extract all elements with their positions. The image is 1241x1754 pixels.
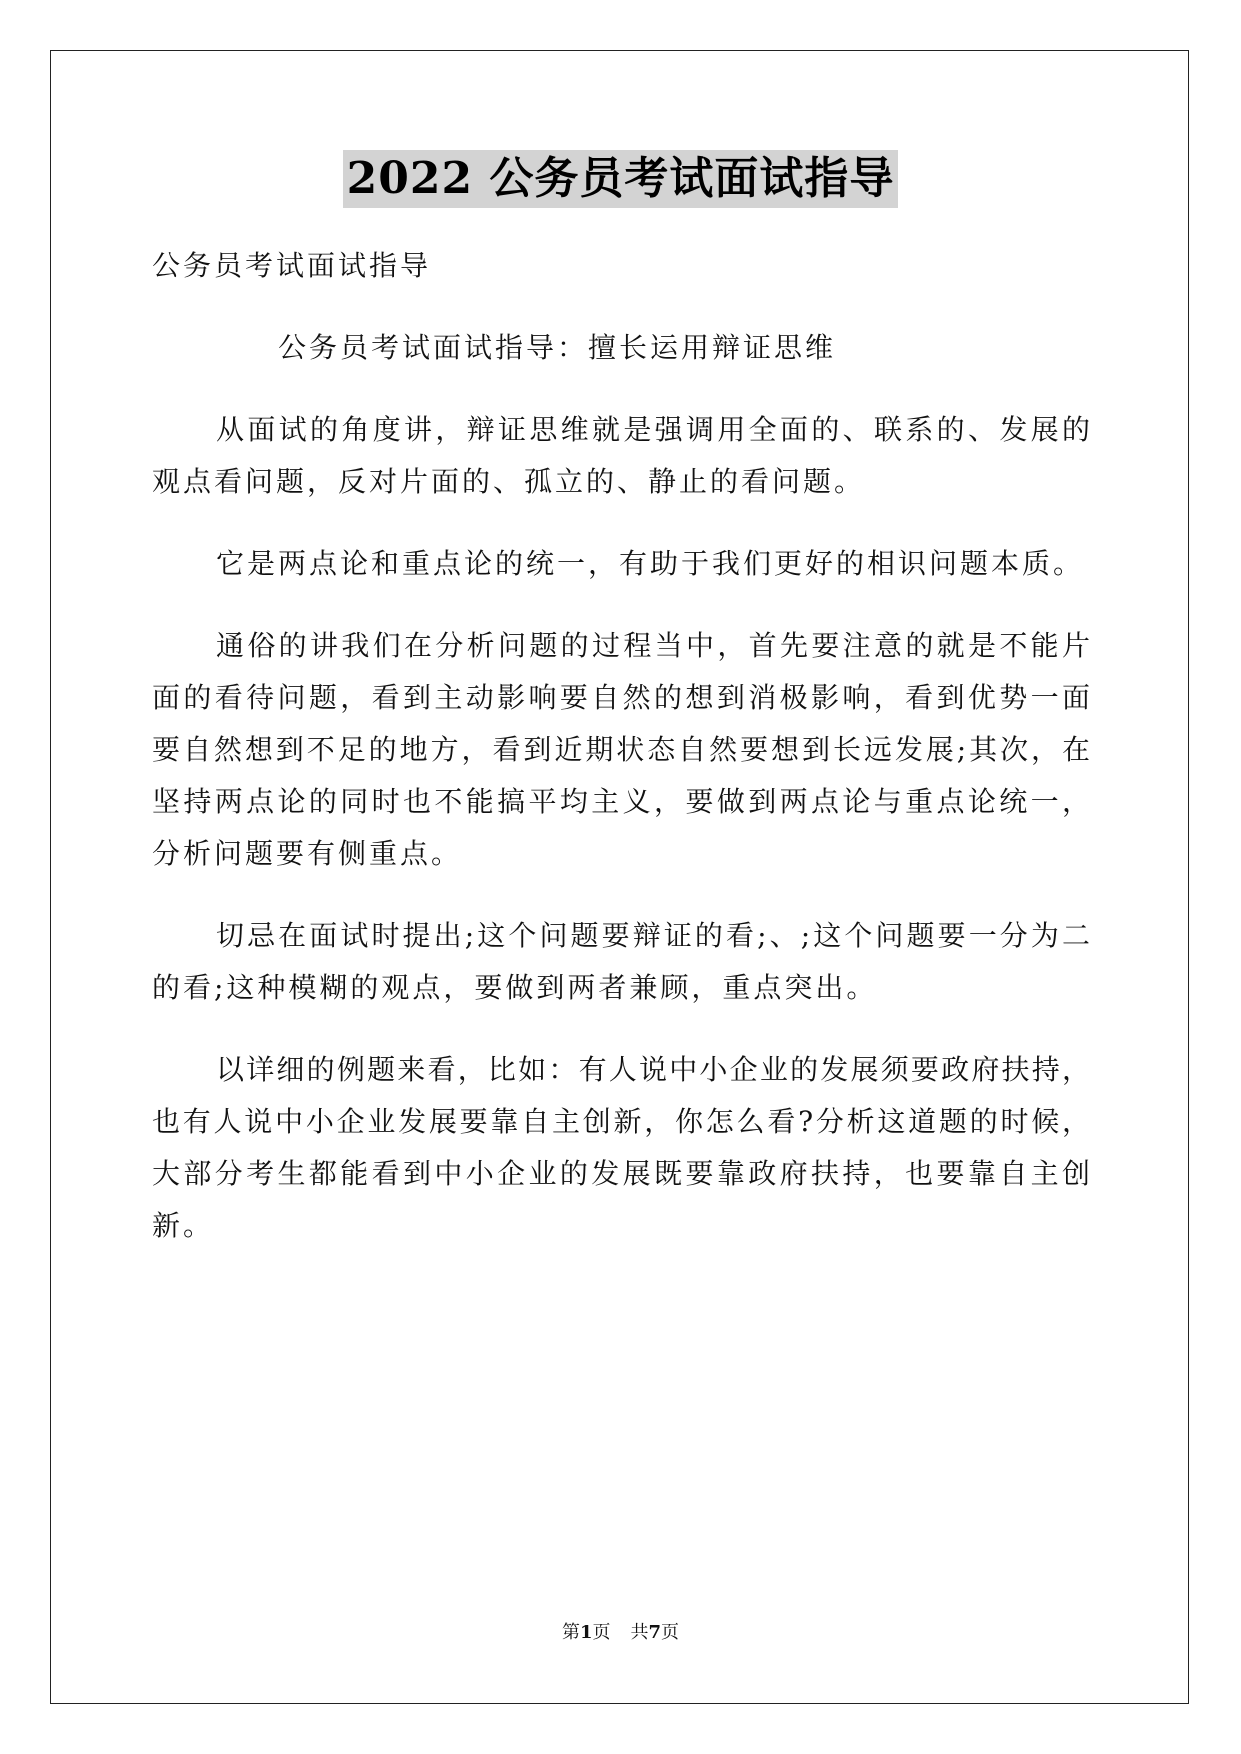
paragraph [152,620,1090,880]
paragraph-line: 切忌在面试时提出;这个问题要辩证的看;、;这个问题要一分为二 [216,919,1090,952]
paragraph-line: 也有人说中小企业发展要靠自主创新，你怎么看?分析这道题的时候， [152,1105,1090,1138]
paragraph-line: 通俗的讲我们在分析问题的过程当中，首先要注意的就是不能片 [216,629,1090,662]
document-title: 2022 公务员考试面试指导 [343,150,899,208]
page-footer [0,1621,1241,1645]
page-prefix: 第 [561,1622,580,1643]
section-heading: 公务员考试面试指导：擅长运用辩证思维 [278,331,837,364]
paragraph-line: 的看;这种模糊的观点，要做到两者兼顾，重点突出。 [152,971,878,1004]
paragraph-line: 分析问题要有侧重点。 [152,837,463,870]
paragraph-line: 观点看问题，反对片面的、孤立的、静止的看问题。 [152,465,866,498]
document-subtitle: 公务员考试面试指导 [152,249,432,282]
paragraph [152,910,1090,1014]
title-container [0,150,1241,208]
paragraph-line: 以详细的例题来看，比如：有人说中小企业的发展须要政府扶持， [216,1053,1090,1086]
paragraph-line: 面的看待问题，看到主动影响要自然的想到消极影响，看到优势一面 [152,681,1090,714]
paragraph-line: 它是两点论和重点论的统一，有助于我们更好的相识问题本质。 [216,547,1085,580]
paragraph-line: 从面试的角度讲，辩证思维就是强调用全面的、联系的、发展的 [216,413,1090,446]
paragraph [152,1044,1090,1252]
total-prefix: 共 [630,1622,649,1643]
paragraph-line: 坚持两点论的同时也不能搞平均主义，要做到两点论与重点论统一， [152,785,1090,818]
total-suffix: 页 [661,1622,680,1643]
page-suffix: 页 [592,1622,611,1643]
paragraph-line: 要自然想到不足的地方，看到近期状态自然要想到长远发展;其次，在 [152,733,1090,766]
paragraph-line: 新。 [152,1209,215,1242]
page-total: 7 [648,1622,662,1643]
paragraph [152,404,1090,508]
document-body [152,240,1090,1252]
paragraph [152,538,1090,590]
page-current: 1 [579,1622,593,1643]
paragraph-line: 大部分考生都能看到中小企业的发展既要靠政府扶持，也要靠自主创 [152,1157,1090,1190]
